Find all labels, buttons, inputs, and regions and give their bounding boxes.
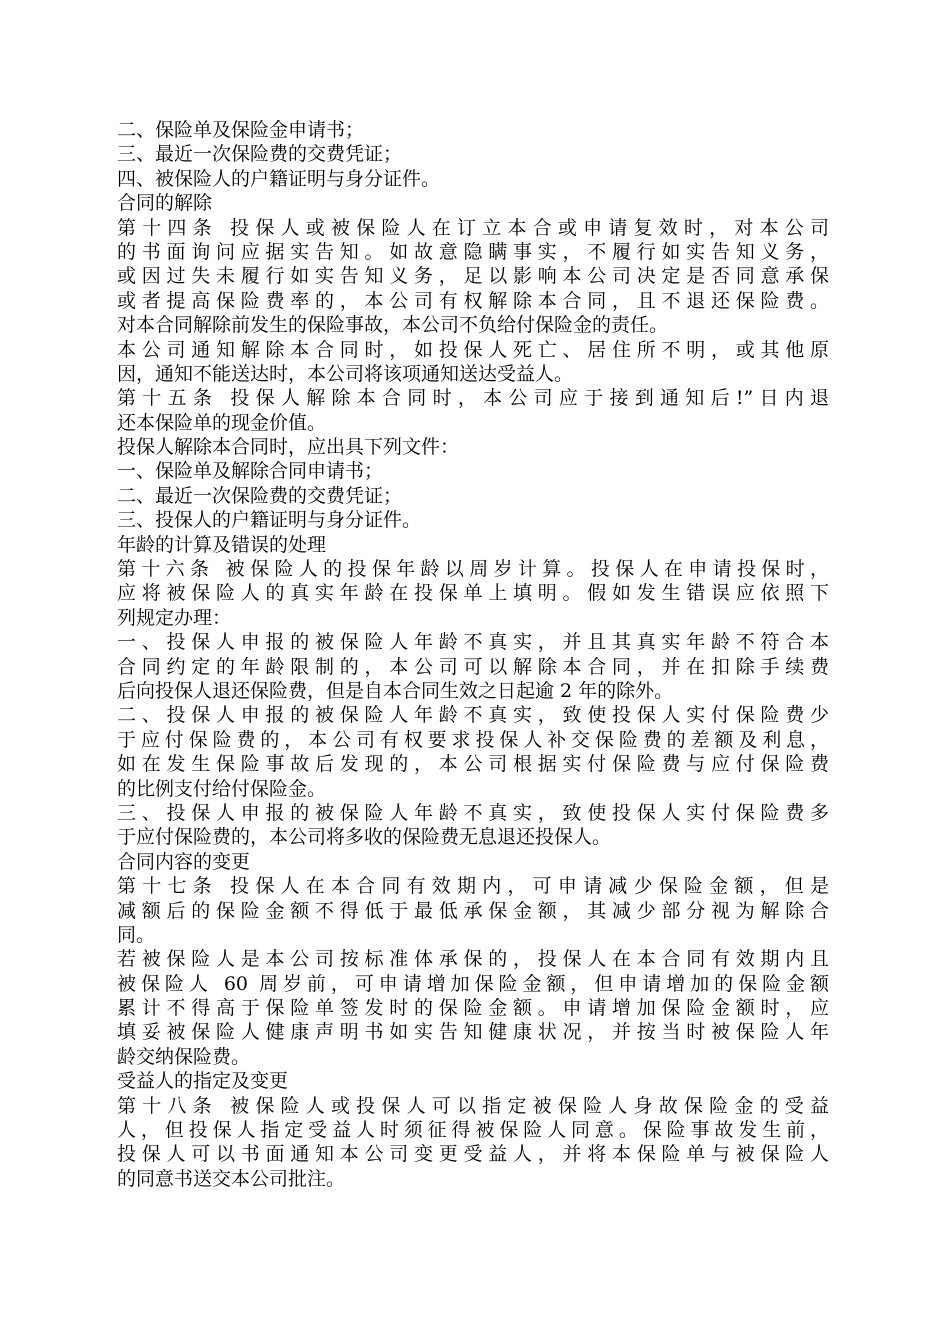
- text-line: 因，通知不能送达时，本公司将该项通知送达受益人。: [117, 362, 574, 385]
- text-line: 投保人解除本合同时，应出具下列文件：: [117, 436, 460, 459]
- text-line: 二、投保人申报的被保险人年龄不真实，致使投保人实付保险费少: [117, 704, 829, 727]
- text-line: 填妥被保险人健康声明书如实告知健康状况，并按当时被保险人年: [117, 1021, 829, 1044]
- text-line: 第十八条 被保险人或投保人可以指定被保险人身故保险金的受益: [117, 1094, 829, 1117]
- text-line: 一、投保人申报的被保险人年龄不真实，并且其真实年龄不符合本: [117, 631, 829, 654]
- text-line: 二、最近一次保险费的交费凭证；: [117, 484, 403, 507]
- text-line: 累计不得高于保险单签发时的保险金额。申请增加保险金额时，应: [117, 997, 829, 1020]
- document-body: [117, 118, 829, 1191]
- text-line: 减额后的保险金额不得低于最低承保金额，其减少部分视为解除合: [117, 899, 829, 922]
- text-line: 三、投保人申报的被保险人年龄不真实，致使投保人实付保险费多: [117, 801, 829, 824]
- section-heading: 受益人的指定及变更: [117, 1070, 289, 1093]
- text-line: 对本合同解除前发生的保险事故，本公司不负给付保险金的责任。: [117, 314, 669, 337]
- text-line: 一、保险单及解除合同申请书；: [117, 460, 384, 483]
- text-line: 被保险人 60 周岁前，可申请增加保险金额，但申请增加的保险金额: [117, 972, 829, 995]
- text-line: 投保人可以书面通知本公司变更受益人，并将本保险单与被保险人: [117, 1143, 829, 1166]
- text-line: 人，但投保人指定受益人时须征得被保险人同意。保险事故发生前，: [117, 1119, 829, 1142]
- text-line: 列规定办理：: [117, 606, 232, 629]
- text-line: 或者提高保险费率的，本公司有权解除本合同，且不退还保险费。: [117, 289, 829, 312]
- text-line: 二、保险单及保险金申请书；: [117, 119, 365, 141]
- text-line: 的比例支付给付保险金。: [117, 777, 327, 800]
- text-line: 第十五条 投保人解除本合同时，本公司应于接到通知后!”日内退: [117, 387, 829, 410]
- text-line: 还本保险单的现金价值。: [117, 411, 327, 434]
- text-line: 龄交纳保险费。: [117, 1045, 251, 1068]
- text-line: 合同约定的年龄限制的，本公司可以解除本合同，并在扣除手续费: [117, 655, 829, 678]
- text-line: 后向投保人退还保险费，但是自本合同生效之日起逾 2 年的除外。: [117, 679, 674, 702]
- text-line: 第十七条 投保人在本合同有效期内，可申请减少保险金额，但是: [117, 875, 829, 898]
- text-line: 本公司通知解除本合同时，如投保人死亡、居住所不明，或其他原: [117, 338, 829, 361]
- text-line: 于应付保险费的，本公司有权要求投保人补交保险费的差额及利息，: [117, 728, 829, 751]
- text-line: 于应付保险费的，本公司将多收的保险费无息退还投保人。: [117, 826, 612, 849]
- text-line: 的书面询问应据实告知。如故意隐瞒事实，不履行如实告知义务，: [117, 240, 829, 263]
- section-heading: 合同内容的变更: [117, 850, 251, 873]
- text-line: 或因过失未履行如实告知义务，足以影响本公司决定是否同意承保: [117, 265, 829, 288]
- text-line: 三、最近一次保险费的交费凭证；: [117, 143, 403, 166]
- text-line: 第十四条 投保人或被保险人在订立本合或申请复效时，对本公司: [117, 216, 829, 239]
- text-line: 应将被保险人的真实年龄在投保单上填明。假如发生错误应依照下: [117, 582, 829, 605]
- text-line: 四、被保险人的户籍证明与身分证件。: [117, 167, 441, 190]
- text-line: 同。: [117, 923, 156, 946]
- text-line: 第十六条 被保险人的投保年龄以周岁计算。投保人在申请投保时，: [117, 558, 829, 581]
- text-line: 若被保险人是本公司按标准体承保的，投保人在本合同有效期内且: [117, 948, 829, 971]
- section-heading: 合同的解除: [117, 192, 213, 215]
- text-line: 如在发生保险事故后发现的，本公司根据实付保险费与应付保险费: [117, 753, 829, 776]
- text-line: 三、投保人的户籍证明与身分证件。: [117, 509, 422, 532]
- section-heading: 年龄的计算及错误的处理: [117, 533, 327, 556]
- text-line: 的同意书送交本公司批注。: [117, 1167, 346, 1190]
